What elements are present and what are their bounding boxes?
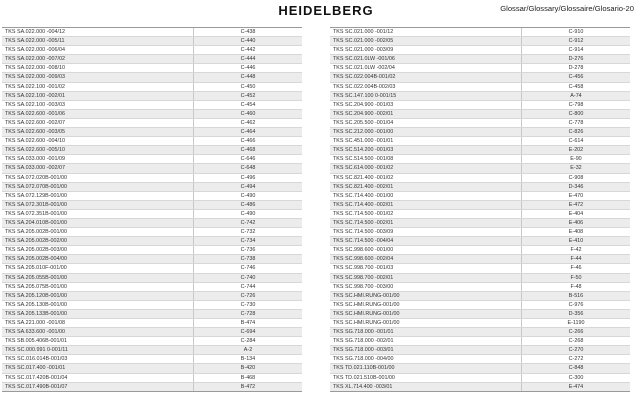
page-ref-cell: C-464 <box>240 129 256 136</box>
table-row <box>2 73 302 82</box>
table-row <box>2 374 302 383</box>
table-row <box>2 128 302 137</box>
page-ref-cell: C-694 <box>240 329 256 336</box>
table-row <box>330 219 630 228</box>
table-row <box>330 301 630 310</box>
page-header <box>0 0 640 22</box>
table-row <box>330 264 630 273</box>
table-row <box>2 364 302 373</box>
page-ref-cell: C-736 <box>240 247 256 254</box>
page-ref-cell: C-266 <box>568 329 584 336</box>
part-code-cell: TKS SC.HMI.RUNG-001/00 <box>330 310 522 318</box>
table-row <box>2 237 302 246</box>
table-row <box>2 283 302 292</box>
page-ref-cell: F-48 <box>570 283 582 290</box>
part-code-cell: TKS SC.204.900 -001/03 <box>330 101 522 109</box>
page-ref-cell: C-914 <box>568 47 584 54</box>
part-code-cell: TKS TD.021.510B-001/00 <box>330 374 522 382</box>
part-code-cell: TKS SA.022.000 -008/10 <box>2 64 194 72</box>
page-ref-cell: C-738 <box>240 256 256 263</box>
page-ref-cell: D-276 <box>568 56 584 63</box>
part-code-cell: TKS SC.022.004B-001/02 <box>330 73 522 81</box>
part-code-cell: TKS SC.022.004B-002/03 <box>330 83 522 91</box>
page-ref-cell: A-74 <box>570 92 582 99</box>
table-row <box>330 364 630 373</box>
table-row <box>330 183 630 192</box>
page-ref-cell: C-486 <box>240 201 256 208</box>
page-ref-cell: C-728 <box>240 310 256 317</box>
part-code-cell: TKS SA.022.000 -004/12 <box>2 28 194 36</box>
table-row <box>330 28 630 37</box>
page-ref-cell: C-730 <box>240 301 256 308</box>
part-code-cell: TKS SC.514.200 -001/03 <box>330 146 522 154</box>
table-row <box>330 292 630 301</box>
page-ref-cell: C-648 <box>240 165 256 172</box>
part-code-cell: TKS SC.212.000 -001/00 <box>330 128 522 136</box>
part-code-cell: TKS SA.072.351B-001/00 <box>2 210 194 218</box>
part-code-cell: TKS SC.614.000 -001/02 <box>330 164 522 172</box>
page-ref-cell: E-202 <box>568 147 584 154</box>
table-row <box>2 83 302 92</box>
table-row <box>330 101 630 110</box>
page-ref-cell: E-408 <box>568 229 584 236</box>
page-ref-cell: B-468 <box>240 374 256 381</box>
page-ref-cell: C-726 <box>240 292 256 299</box>
page-ref-cell: C-468 <box>240 147 256 154</box>
table-row <box>2 192 302 201</box>
table-row <box>2 46 302 55</box>
page-ref-cell: C-848 <box>568 365 584 372</box>
page-ref-cell: E-404 <box>568 210 584 217</box>
page-ref-cell: C-466 <box>240 138 256 145</box>
part-code-cell: TKS SA.022.600 -002/07 <box>2 119 194 127</box>
table-row <box>330 110 630 119</box>
part-code-cell: TKS SA.205.120B-001/00 <box>2 292 194 300</box>
table-row <box>2 228 302 237</box>
table-row <box>330 164 630 173</box>
part-code-cell: TKS SA.205.002B-003/00 <box>2 246 194 254</box>
part-code-cell: TKS SA.205.002B-001/00 <box>2 228 194 236</box>
page-ref-cell: C-460 <box>240 110 256 117</box>
page-ref-cell: D-346 <box>568 183 584 190</box>
page-ref-cell: C-450 <box>240 83 256 90</box>
page-ref-cell: C-798 <box>568 101 584 108</box>
table-row <box>2 355 302 364</box>
part-code-cell: TKS SC.998.700 -001/03 <box>330 264 522 272</box>
table-row <box>330 283 630 292</box>
page-ref-cell: C-300 <box>568 374 584 381</box>
table-row <box>2 319 302 328</box>
part-code-cell: TKS SA.205.002B-004/00 <box>2 255 194 263</box>
part-code-cell: TKS SC.998.700 -003/00 <box>330 283 522 291</box>
page-ref-cell: B-516 <box>568 292 584 299</box>
heidelberg-logo <box>260 3 392 17</box>
part-code-cell: TKS SA.033.000 -002/07 <box>2 164 194 172</box>
table-row <box>330 128 630 137</box>
part-code-cell: TKS SC.HMI.RUNG-001/00 <box>330 292 522 300</box>
part-code-cell: TKS SC.998.600 -001/00 <box>330 246 522 254</box>
page-ref-cell: F-46 <box>570 265 582 272</box>
page-ref-cell: C-440 <box>240 38 256 45</box>
table-row <box>2 264 302 273</box>
part-code-cell: TKS SG.718.000 -001/01 <box>330 328 522 336</box>
table-row <box>2 201 302 210</box>
page-ref-cell: B-472 <box>240 383 256 390</box>
part-code-cell: TKS SA.022.600 -005/10 <box>2 146 194 154</box>
table-row <box>2 137 302 146</box>
logo-wordmark: HEIDELBERG <box>278 3 374 17</box>
page-ref-cell: C-272 <box>568 356 584 363</box>
page-ref-cell: C-908 <box>568 174 584 181</box>
part-code-cell: TKS SA.204.010B-001/00 <box>2 219 194 227</box>
part-code-cell: TKS SC.204.900 -002/01 <box>330 110 522 118</box>
part-code-cell: TKS SC.714.400 -001/00 <box>330 192 522 200</box>
part-code-cell: TKS SC.017.490B-001/07 <box>2 383 194 391</box>
part-code-cell: TKS SC.016.014B-001/03 <box>2 355 194 363</box>
page-ref-cell: C-496 <box>240 174 256 181</box>
right-index-table <box>330 27 630 392</box>
page-ref-cell: C-284 <box>240 338 256 345</box>
part-code-cell: TKS SA.022.000 -009/03 <box>2 73 194 81</box>
table-row <box>2 310 302 319</box>
table-row <box>330 137 630 146</box>
page-ref-cell: C-456 <box>568 74 584 81</box>
part-code-cell: TKS SC.021.0LW -002/04 <box>330 64 522 72</box>
table-row <box>330 274 630 283</box>
left-index-table <box>2 27 302 392</box>
table-row <box>2 255 302 264</box>
page-ref-cell: D-278 <box>568 65 584 72</box>
logo-icon <box>260 3 392 17</box>
table-row <box>330 192 630 201</box>
part-code-cell: TKS SC.021.000 -001/12 <box>330 28 522 36</box>
page-ref-cell: F-42 <box>570 247 582 254</box>
part-code-cell: TKS SC.714.500 -004/04 <box>330 237 522 245</box>
page-ref-cell: C-446 <box>240 65 256 72</box>
page-ref-cell: C-448 <box>240 74 256 81</box>
table-row <box>2 101 302 110</box>
page-ref-cell: F-44 <box>570 256 582 263</box>
part-code-cell: TKS SA.022.100 -002/01 <box>2 92 194 100</box>
page-ref-cell: C-490 <box>240 210 256 217</box>
part-code-cell: TKS SC.021.0LW -001/06 <box>330 55 522 63</box>
part-code-cell: TKS SG.718.000 -002/01 <box>330 337 522 345</box>
part-code-cell: TKS TD.021.110B-001/00 <box>330 364 522 372</box>
table-row <box>2 183 302 192</box>
part-code-cell: TKS SC.998.700 -002/01 <box>330 274 522 282</box>
table-row <box>330 383 630 392</box>
table-row <box>330 255 630 264</box>
page-ref-cell: C-442 <box>240 47 256 54</box>
table-row <box>2 92 302 101</box>
part-code-cell: TKS SC.017.420B-001/04 <box>2 374 194 382</box>
part-code-cell: TKS SA.221.000 -001/08 <box>2 319 194 327</box>
page-ref-cell: E-90 <box>570 156 582 163</box>
page-ref-cell: B-474 <box>240 320 256 326</box>
part-code-cell: TKS SA.022.600 -004/10 <box>2 137 194 145</box>
part-code-cell: TKS SA.022.100 -001/02 <box>2 83 194 91</box>
table-row <box>2 301 302 310</box>
page-ref-cell: C-734 <box>240 238 256 245</box>
table-row <box>330 83 630 92</box>
part-code-cell: TKS SA.205.133B-001/00 <box>2 310 194 318</box>
page-ref-cell: A-2 <box>243 347 253 354</box>
table-row <box>330 246 630 255</box>
part-code-cell: TKS SC.021.000 -003/09 <box>330 46 522 54</box>
page-ref-cell: C-732 <box>240 229 256 236</box>
page-ref-cell: C-614 <box>568 138 584 145</box>
page-ref-cell: C-490 <box>240 192 256 199</box>
part-code-cell: TKS SA.072.129B-001/00 <box>2 192 194 200</box>
part-code-cell: TKS SC.000.991 0-001/11 <box>2 346 194 354</box>
table-row <box>330 92 630 101</box>
glossary-label: Glossar/Glossary/Glossaire/Glosario-20 <box>500 4 634 13</box>
part-code-cell: TKS SC.514.500 -001/08 <box>330 155 522 163</box>
part-code-cell: TKS SA.022.000 -007/02 <box>2 55 194 63</box>
table-row <box>2 174 302 183</box>
page-ref-cell: C-744 <box>240 283 256 290</box>
page-ref-cell: B-134 <box>240 356 256 363</box>
table-row <box>2 146 302 155</box>
table-row <box>2 37 302 46</box>
part-code-cell: TKS SA.022.600 -001/06 <box>2 110 194 118</box>
table-row <box>330 119 630 128</box>
table-row <box>2 337 302 346</box>
table-row <box>330 374 630 383</box>
part-code-cell: TKS SG.718.000 -003/01 <box>330 346 522 354</box>
page-ref-cell: C-746 <box>240 265 256 272</box>
page-ref-cell: C-742 <box>240 219 256 226</box>
table-row <box>2 292 302 301</box>
page-ref-cell: F-50 <box>570 274 582 281</box>
table-row <box>330 237 630 246</box>
part-code-cell: TKS SC.714.500 -003/09 <box>330 228 522 236</box>
page-ref-cell: C-462 <box>240 119 256 126</box>
page-ref-cell: C-976 <box>568 301 584 308</box>
page-ref-cell: C-438 <box>240 29 256 35</box>
table-row <box>2 55 302 64</box>
part-code-cell: TKS SC.451.000 -001/01 <box>330 137 522 145</box>
table-row <box>2 383 302 392</box>
table-row <box>2 328 302 337</box>
page-ref-cell: C-452 <box>240 92 256 99</box>
page-ref-cell: C-912 <box>568 38 584 45</box>
page-ref-cell: C-740 <box>240 274 256 281</box>
page-ref-cell: E-474 <box>568 383 584 390</box>
part-code-cell: TKS SC.017.400 -001/01 <box>2 364 194 372</box>
page-ref-cell: E-472 <box>568 201 584 208</box>
table-row <box>2 210 302 219</box>
table-row <box>330 155 630 164</box>
part-code-cell: TKS SA.205.002B-002/00 <box>2 237 194 245</box>
table-row <box>330 328 630 337</box>
page-ref-cell: C-778 <box>568 119 584 126</box>
page-ref-cell: E-410 <box>568 238 584 245</box>
table-row <box>330 355 630 364</box>
part-code-cell: TKS SA.205.075B-001/00 <box>2 283 194 291</box>
table-row <box>2 246 302 255</box>
part-code-cell: TKS SA.022.100 -003/03 <box>2 101 194 109</box>
table-row <box>330 55 630 64</box>
table-row <box>2 219 302 228</box>
part-code-cell: TKS SA.205.055B-001/00 <box>2 274 194 282</box>
page-ref-cell: E-470 <box>568 192 584 199</box>
part-code-cell: TKS SC.998.600 -002/04 <box>330 255 522 263</box>
part-code-cell: TKS SC.021.000 -002/05 <box>330 37 522 45</box>
part-code-cell: TKS SA.022.000 -006/04 <box>2 46 194 54</box>
part-code-cell: TKS SC.714.500 -002/01 <box>330 219 522 227</box>
table-row <box>330 46 630 55</box>
table-row <box>2 155 302 164</box>
page-ref-cell: C-270 <box>568 347 584 354</box>
part-code-cell: TKS SC.714.500 -001/02 <box>330 210 522 218</box>
part-code-cell: TKS SA.072.070B-001/00 <box>2 183 194 191</box>
page-ref-cell: C-494 <box>240 183 256 190</box>
table-row <box>330 228 630 237</box>
page-ref-cell: C-800 <box>568 110 584 117</box>
table-row <box>330 201 630 210</box>
table-row <box>2 64 302 73</box>
table-row <box>2 164 302 173</box>
page-ref-cell: C-444 <box>240 56 256 63</box>
table-row <box>2 346 302 355</box>
table-row <box>330 210 630 219</box>
page-ref-cell: C-910 <box>568 29 584 35</box>
part-code-cell: TKS SC.205.500 -001/04 <box>330 119 522 127</box>
table-row <box>330 174 630 183</box>
part-code-cell: TKS SA.022.000 -005/11 <box>2 37 194 45</box>
table-row <box>330 319 630 328</box>
page-ref-cell: C-458 <box>568 83 584 90</box>
page-ref-cell: B-420 <box>240 365 256 372</box>
page-ref-cell: C-826 <box>568 129 584 136</box>
table-row <box>330 64 630 73</box>
page-ref-cell: C-454 <box>240 101 256 108</box>
page-ref-cell: E-32 <box>570 165 582 172</box>
table-row <box>330 346 630 355</box>
table-row <box>330 73 630 82</box>
part-code-cell: TKS SC.821.400 -001/02 <box>330 174 522 182</box>
part-code-cell: TKS SG.718.000 -004/00 <box>330 355 522 363</box>
page-ref-cell: C-268 <box>568 338 584 345</box>
part-code-cell: TKS SC.147.100 0-001/15 <box>330 92 522 100</box>
table-row <box>330 37 630 46</box>
table-row <box>2 274 302 283</box>
table-row <box>330 146 630 155</box>
part-code-cell: TKS SA.033.000 -001/09 <box>2 155 194 163</box>
part-code-cell: TKS SC.821.400 -002/01 <box>330 183 522 191</box>
part-code-cell: TKS SC.HMI.RUNG-001/00 <box>330 301 522 309</box>
table-row <box>2 110 302 119</box>
part-code-cell: TKS SC.714.400 -002/01 <box>330 201 522 209</box>
page-ref-cell: D-356 <box>568 310 584 317</box>
part-code-cell: TKS SA.072.020B-001/00 <box>2 174 194 182</box>
table-row <box>330 310 630 319</box>
page-ref-cell: E-1190 <box>567 320 585 326</box>
table-row <box>330 337 630 346</box>
part-code-cell: TKS SA.205.130B-001/00 <box>2 301 194 309</box>
part-code-cell: TKS SA.633.600 -001/00 <box>2 328 194 336</box>
part-code-cell: TKS SA.072.301B-001/00 <box>2 201 194 209</box>
table-row <box>2 119 302 128</box>
part-code-cell: TKS SC.HMI.RUNG-001/00 <box>330 319 522 327</box>
page-ref-cell: E-406 <box>568 219 584 226</box>
part-code-cell: TKS XL.714.400 -003/01 <box>330 383 522 391</box>
part-code-cell: TKS SA.022.600 -003/05 <box>2 128 194 136</box>
part-code-cell: TKS SB.005.406B-001/01 <box>2 337 194 345</box>
page-ref-cell: C-646 <box>240 156 256 163</box>
table-row <box>2 28 302 37</box>
part-code-cell: TKS SA.205.010F-001/00 <box>2 264 194 272</box>
